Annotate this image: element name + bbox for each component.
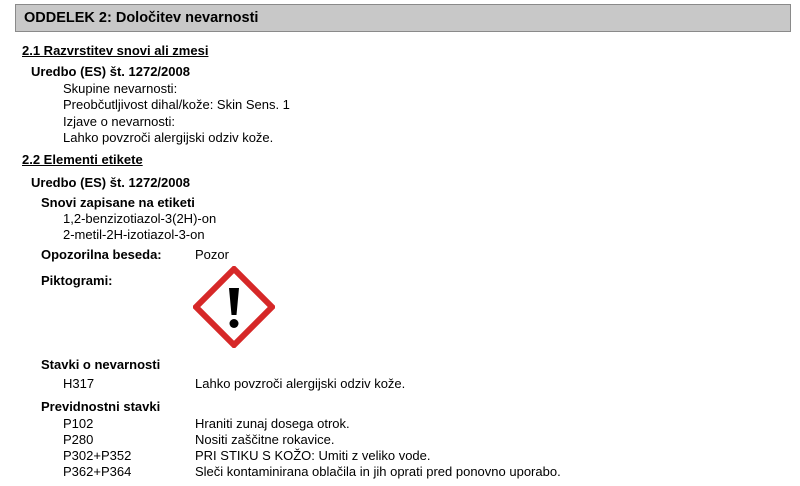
precaution-text: PRI STIKU S KOŽO: Umiti z veliko vode. [195, 448, 431, 463]
hazard-statement-text: Lahko povzroči alergijski odziv kože. [63, 130, 274, 145]
hazard-text: Lahko povzroči alergijski odziv kože. [195, 376, 406, 391]
precaution-code: P280 [63, 432, 94, 447]
pictograms-label: Piktogrami: [41, 273, 113, 288]
regulation-label: Uredbo (ES) št. 1272/2008 [31, 64, 190, 79]
classification-text: Preobčutljivost dihal/kože: Skin Sens. 1 [63, 97, 290, 112]
section-header [15, 4, 791, 32]
subsection-heading-2-2: 2.2 Elementi etikete [22, 152, 143, 167]
precaution-code: P362+P364 [63, 464, 132, 479]
section-title: ODDELEK 2: Določitev nevarnosti [24, 10, 259, 26]
precaution-text: Sleči kontaminirana oblačila in jih oprati pred ponovno uporabo. [195, 464, 561, 479]
precaution-code: P302+P352 [63, 448, 132, 463]
exclamation-mark-diamond-icon [193, 266, 275, 348]
substances-label: Snovi zapisane na etiketi [41, 195, 195, 210]
precaution-code: P102 [63, 416, 94, 431]
substance-item: 1,2-benzizotiazol-3(2H)-on [63, 211, 217, 226]
regulation-label: Uredbo (ES) št. 1272/2008 [31, 175, 190, 190]
signal-word-label: Opozorilna beseda: [41, 247, 162, 262]
hazard-statements-label: Izjave o nevarnosti: [63, 114, 176, 129]
hazard-code: H317 [63, 376, 95, 391]
precaution-text: Nositi zaščitne rokavice. [195, 432, 335, 447]
hazard-statements-heading: Stavki o nevarnosti [41, 357, 161, 372]
hazard-groups-label: Skupine nevarnosti: [63, 81, 178, 96]
subsection-heading-2-1: 2.1 Razvrstitev snovi ali zmesi [22, 43, 209, 58]
substance-item: 2-metil-2H-izotiazol-3-on [63, 227, 205, 242]
precaution-text: Hraniti zunaj dosega otrok. [195, 416, 350, 431]
signal-word-value: Pozor [195, 247, 229, 262]
precautionary-statements-heading: Previdnostni stavki [41, 399, 161, 414]
